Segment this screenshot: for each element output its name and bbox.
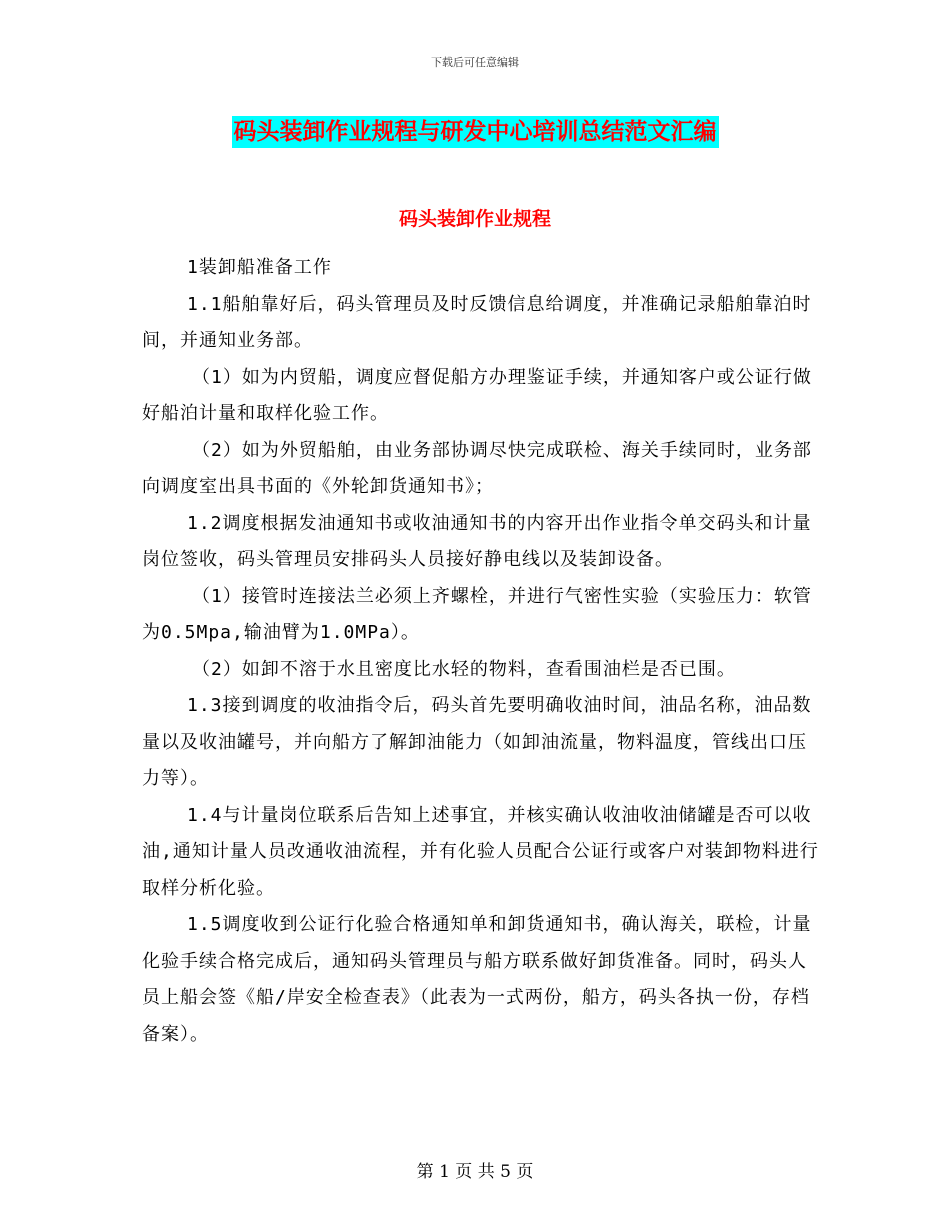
page-header-note: 下载后可任意编辑	[431, 56, 519, 69]
document-body	[142, 250, 820, 1053]
paragraph: （2）如为外贸船舶，由业务部协调尽快完成联检、海关手续同时，业务部向调度室出具书面的《外轮卸货通知书》；	[142, 439, 812, 497]
paragraph: （1）如为内贸船，调度应督促船方办理鉴证手续，并通知客户或公证行做好船泊计量和取样化验工作。	[142, 366, 812, 424]
document-title	[0, 116, 950, 148]
paragraph: 1.4与计量岗位联系后告知上述事宜，并核实确认收油收油储罐是否可以收油,通知计量人员改通收油流程，并有化验人员配合公证行或客户对装卸物料进行取样分析化验。	[142, 804, 819, 899]
paragraph: （2）如卸不溶于水且密度比水轻的物料，查看围油栏是否已围。	[192, 658, 736, 680]
paragraph: 1.3接到调度的收油指令后，码头首先要明确收油时间，油品名称，油品数量以及收油罐号，并向船方了解卸油能力（如卸油流量，物料温度，管线出口压力等）。	[142, 695, 812, 789]
paragraph: 1装卸船准备工作	[187, 257, 332, 278]
paragraph: 1.1船舶靠好后，码头管理员及时反馈信息给调度，并准确记录船舶靠泊时间，并通知业务部。	[142, 293, 812, 351]
section-title: 码头装卸作业规程	[398, 208, 551, 230]
paragraph: 1.2调度根据发油通知书或收油通知书的内容开出作业指令单交码头和计量岗位签收，码头管理员安排码头人员接好静电线以及装卸设备。	[142, 512, 812, 570]
page-number: 第 1 页 共 5 页	[416, 1162, 534, 1182]
document-title-text: 码头装卸作业规程与研发中心培训总结范文汇编	[232, 116, 719, 148]
paragraph: （1）接管时连接法兰必须上齐螺栓，并进行气密性实验（实验压力：软管为0.5Mpa,输油臂为1.0MPa）。	[142, 585, 812, 643]
paragraph: 1.5调度收到公证行化验合格通知单和卸货通知书，确认海关，联检，计量化验手续合格完成后，通知码头管理员与船方联系做好卸货准备。同时，码头人员上船会签《船/岸安全检查表》（此表为一式两份，船方，码头各执一份，存档备案）。	[142, 914, 812, 1045]
